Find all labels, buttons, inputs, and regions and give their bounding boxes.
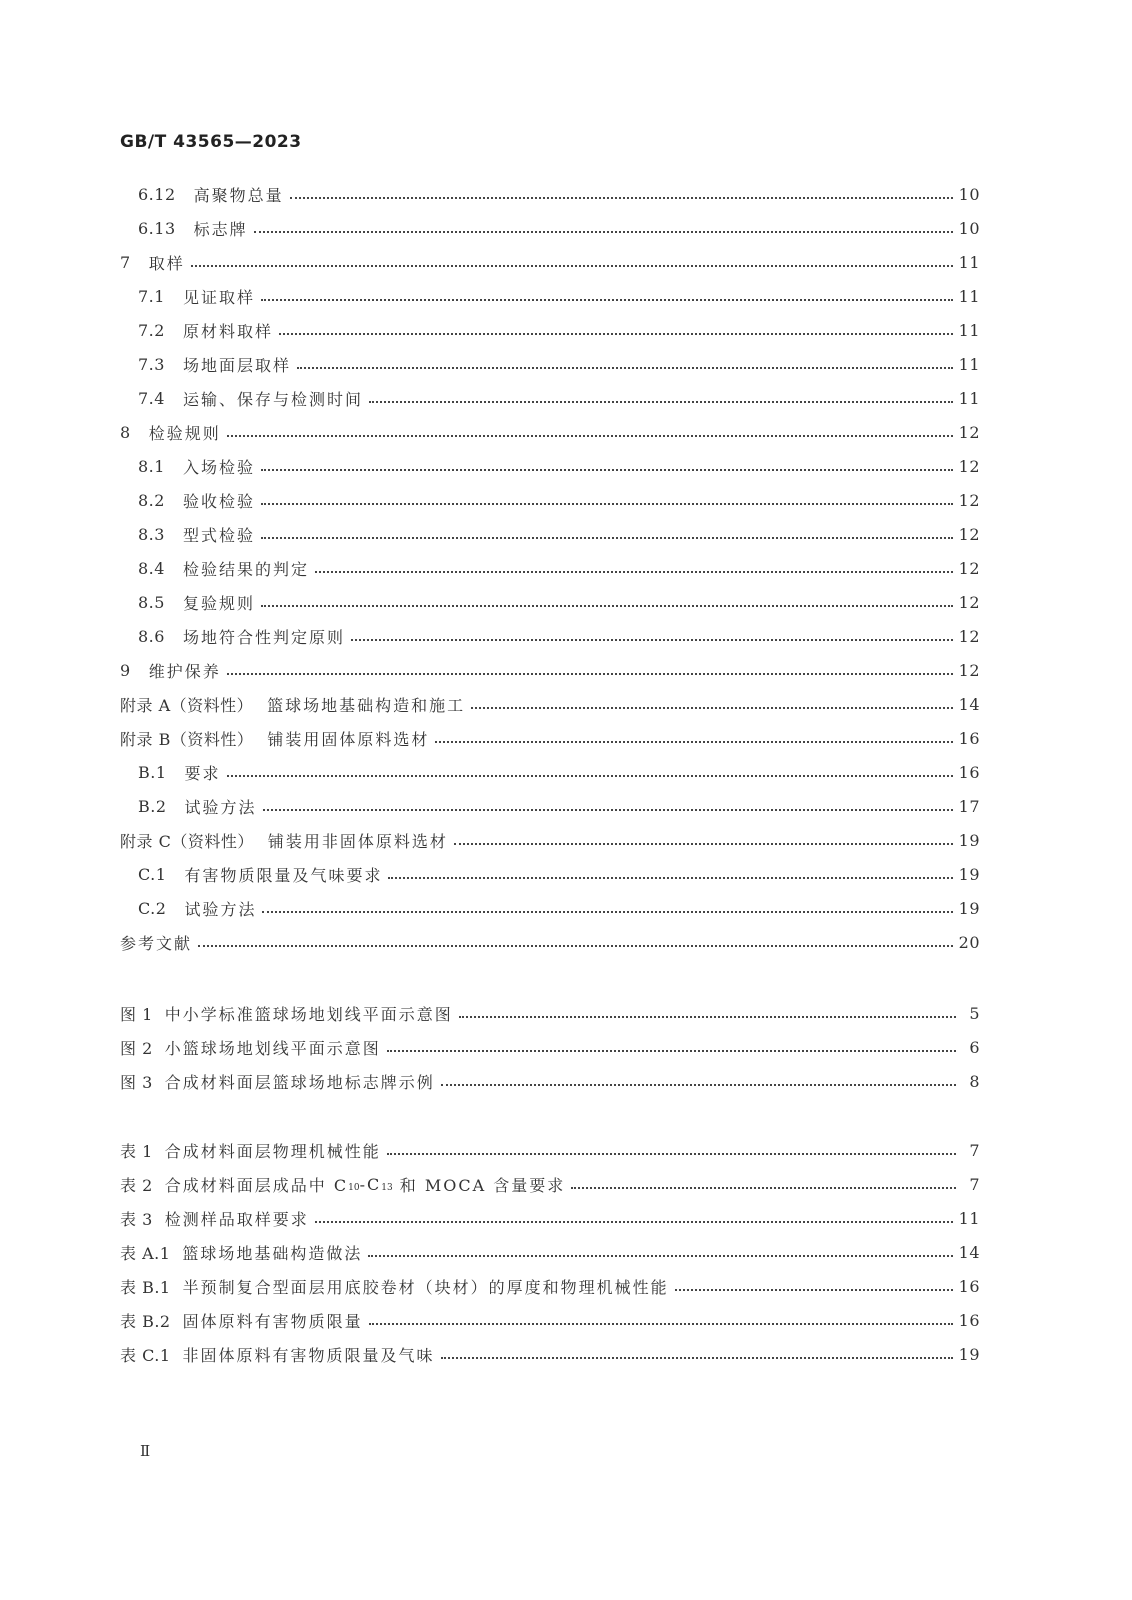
toc-entry[interactable] [138, 556, 980, 580]
figure-page: 8 [969, 1071, 980, 1091]
leader-dots [261, 605, 953, 607]
leader-dots [261, 537, 953, 539]
toc-title: 运输、保存与检测时间 [182, 389, 363, 409]
toc-number: 8 [120, 422, 131, 442]
toc-entry[interactable] [138, 454, 980, 478]
toc-title: 场地符合性判定原则 [182, 627, 345, 647]
toc-entry[interactable] [120, 726, 980, 750]
leader-dots [263, 809, 953, 811]
table-page: 16 [958, 1276, 980, 1296]
leader-dots [261, 503, 953, 505]
toc-page: 11 [958, 388, 980, 408]
toc-page: 17 [958, 796, 980, 816]
toc-entry[interactable] [138, 624, 980, 648]
toc-page: 12 [958, 524, 980, 544]
figure-entry[interactable] [120, 1035, 980, 1059]
leader-dots [435, 741, 952, 743]
toc-title: 标志牌 [193, 219, 248, 239]
toc-number: C.2 [138, 898, 167, 918]
table-entry[interactable] [120, 1274, 980, 1298]
leader-dots [388, 877, 952, 879]
toc-title: 试验方法 [184, 797, 257, 817]
toc-title: 型式检验 [182, 525, 255, 545]
leader-dots [315, 1221, 953, 1223]
table-entry[interactable] [120, 1308, 980, 1332]
toc-page: 12 [958, 592, 980, 612]
leader-dots [279, 333, 953, 335]
table-page: 7 [969, 1174, 980, 1194]
leader-dots [261, 469, 953, 471]
toc-title: 篮球场地基础构造和施工 [267, 695, 466, 715]
toc-title: 验收检验 [182, 491, 255, 511]
toc-entry[interactable] [138, 488, 980, 512]
toc-page: 19 [958, 864, 980, 884]
table-title: 合成材料面层成品中 C [164, 1175, 349, 1195]
leader-dots [254, 231, 953, 233]
toc-entry[interactable] [138, 318, 980, 342]
toc-entry[interactable] [138, 352, 980, 376]
toc-number: 7.2 [138, 320, 165, 340]
figure-number: 图 2 [120, 1038, 153, 1058]
table-entry[interactable] [120, 1342, 980, 1366]
document-code: GB/T 43565—2023 [120, 132, 302, 152]
table-entry[interactable] [120, 1206, 980, 1230]
toc-title: 检验规则 [148, 423, 221, 443]
table-entry[interactable] [120, 1240, 980, 1264]
table-page: 16 [958, 1310, 980, 1330]
toc-page: 16 [958, 728, 980, 748]
leader-dots [191, 265, 953, 267]
toc-number: 6.13 [138, 218, 176, 238]
toc-number: C.1 [138, 864, 167, 884]
subscript: 13 [381, 1183, 393, 1193]
leader-dots [315, 571, 953, 573]
leader-dots [675, 1289, 953, 1291]
toc-title: 铺装用固体原料选材 [267, 729, 430, 749]
toc-number: 7.3 [138, 354, 165, 374]
toc-title: 要求 [184, 763, 221, 783]
table-page: 7 [969, 1140, 980, 1160]
toc-title: 试验方法 [184, 899, 257, 919]
toc-page: 16 [958, 762, 980, 782]
toc-number: 7.4 [138, 388, 165, 408]
subscript: 10 [348, 1183, 360, 1193]
toc-entry[interactable] [120, 930, 980, 954]
leader-dots [571, 1187, 956, 1189]
figure-title: 小篮球场地划线平面示意图 [164, 1038, 381, 1058]
table-entry[interactable] [120, 1138, 980, 1162]
toc-number: 8.5 [138, 592, 165, 612]
toc-page: 10 [958, 184, 980, 204]
leader-dots [368, 1255, 952, 1257]
figure-entry[interactable] [120, 1001, 980, 1025]
toc-page: 10 [958, 218, 980, 238]
table-title: 固体原料有害物质限量 [182, 1311, 363, 1331]
toc-title: 铺装用非固体原料选材 [267, 831, 448, 851]
toc-entry[interactable] [138, 386, 980, 410]
toc-entry[interactable] [120, 250, 980, 274]
toc-page: 14 [958, 694, 980, 714]
toc-entry[interactable] [138, 862, 980, 886]
table-page: 14 [958, 1242, 980, 1262]
table-title-part: 和 MOCA 含量要求 [392, 1175, 566, 1195]
page-number: Ⅱ [140, 1442, 151, 1460]
table-number: 表 2 [120, 1175, 153, 1195]
leader-dots [387, 1050, 956, 1052]
leader-dots [459, 1016, 956, 1018]
toc-page: 20 [958, 932, 980, 952]
toc-number: 7.1 [138, 286, 165, 306]
table-page: 19 [958, 1344, 980, 1364]
toc-number: 9 [120, 660, 131, 680]
toc-title: 有害物质限量及气味要求 [184, 865, 383, 885]
leader-dots [227, 673, 953, 675]
toc-page: 11 [958, 320, 980, 340]
table-number: 表 3 [120, 1209, 153, 1229]
leader-dots [227, 775, 953, 777]
toc-entry[interactable] [120, 692, 980, 716]
toc-entry[interactable] [120, 658, 980, 682]
table-title: 篮球场地基础构造做法 [182, 1243, 363, 1263]
toc-entry[interactable] [138, 794, 980, 818]
toc-page: 12 [958, 558, 980, 578]
toc-title: 原材料取样 [182, 321, 273, 341]
toc-number: 7 [120, 252, 131, 272]
toc-number: 6.12 [138, 184, 176, 204]
table-title: 合成材料面层物理机械性能 [164, 1141, 381, 1161]
toc-title: 取样 [148, 253, 185, 273]
leader-dots [441, 1084, 956, 1086]
toc-entry[interactable] [120, 828, 980, 852]
table-number: 表 C.1 [120, 1345, 171, 1365]
toc-number: 附录 C（资料性） [120, 831, 254, 851]
leader-dots [351, 639, 953, 641]
toc-title: 高聚物总量 [193, 185, 284, 205]
toc-page: 11 [958, 286, 980, 306]
toc-page: 12 [958, 626, 980, 646]
leader-dots [227, 435, 953, 437]
toc-number: 8.2 [138, 490, 165, 510]
toc-title: 复验规则 [182, 593, 255, 613]
toc-number: 8.4 [138, 558, 165, 578]
figure-page: 6 [969, 1037, 980, 1057]
toc-number: 8.3 [138, 524, 165, 544]
toc-number: 附录 A（资料性） [120, 695, 254, 715]
leader-dots [262, 911, 952, 913]
toc-entry[interactable] [120, 420, 980, 444]
table-number: 表 A.1 [120, 1243, 171, 1263]
figure-entry[interactable] [120, 1069, 980, 1093]
toc-page: 12 [958, 456, 980, 476]
toc-title: 维护保养 [148, 661, 221, 681]
toc-page: 12 [958, 660, 980, 680]
leader-dots [290, 197, 953, 199]
toc-title: 见证取样 [182, 287, 255, 307]
toc-number: B.1 [138, 762, 167, 782]
toc-number: 8.6 [138, 626, 165, 646]
toc-page: 12 [958, 422, 980, 442]
table-entry[interactable] [120, 1172, 980, 1196]
figure-number: 图 3 [120, 1072, 153, 1092]
toc-entry[interactable] [138, 284, 980, 308]
figure-number: 图 1 [120, 1004, 153, 1024]
leader-dots [441, 1357, 953, 1359]
toc-number: 附录 B（资料性） [120, 729, 254, 749]
table-number: 表 1 [120, 1141, 153, 1161]
toc-entry[interactable] [138, 896, 980, 920]
toc-page: 19 [958, 830, 980, 850]
table-title: 非固体原料有害物质限量及气味 [182, 1345, 435, 1365]
leader-dots [387, 1153, 956, 1155]
figure-title: 中小学标准篮球场地划线平面示意图 [164, 1004, 453, 1024]
leader-dots [297, 367, 953, 369]
toc-entry[interactable] [138, 182, 980, 206]
toc-title: 参考文献 [120, 933, 193, 953]
toc-number: B.2 [138, 796, 167, 816]
table-number: 表 B.1 [120, 1277, 171, 1297]
figure-page: 5 [969, 1003, 980, 1023]
table-title-part: -C [359, 1174, 382, 1194]
table-title: 半预制复合型面层用底胶卷材（块材）的厚度和物理机械性能 [182, 1277, 669, 1297]
leader-dots [471, 707, 952, 709]
toc-title: 检验结果的判定 [182, 559, 309, 579]
figure-title: 合成材料面层篮球场地标志牌示例 [164, 1072, 435, 1092]
leader-dots [198, 945, 953, 947]
toc-number: 8.1 [138, 456, 165, 476]
toc-entry[interactable] [138, 522, 980, 546]
table-number: 表 B.2 [120, 1311, 171, 1331]
toc-page: 19 [958, 898, 980, 918]
toc-entry[interactable] [138, 760, 980, 784]
toc-page: 11 [958, 252, 980, 272]
toc-page: 11 [958, 354, 980, 374]
table-page: 11 [958, 1208, 980, 1228]
leader-dots [454, 843, 953, 845]
toc-title: 入场检验 [182, 457, 255, 477]
table-title: 检测样品取样要求 [164, 1209, 309, 1229]
toc-entry[interactable] [138, 216, 980, 240]
leader-dots [261, 299, 953, 301]
toc-page: 12 [958, 490, 980, 510]
toc-title: 场地面层取样 [182, 355, 291, 375]
leader-dots [369, 401, 953, 403]
leader-dots [369, 1323, 953, 1325]
toc-entry[interactable] [138, 590, 980, 614]
